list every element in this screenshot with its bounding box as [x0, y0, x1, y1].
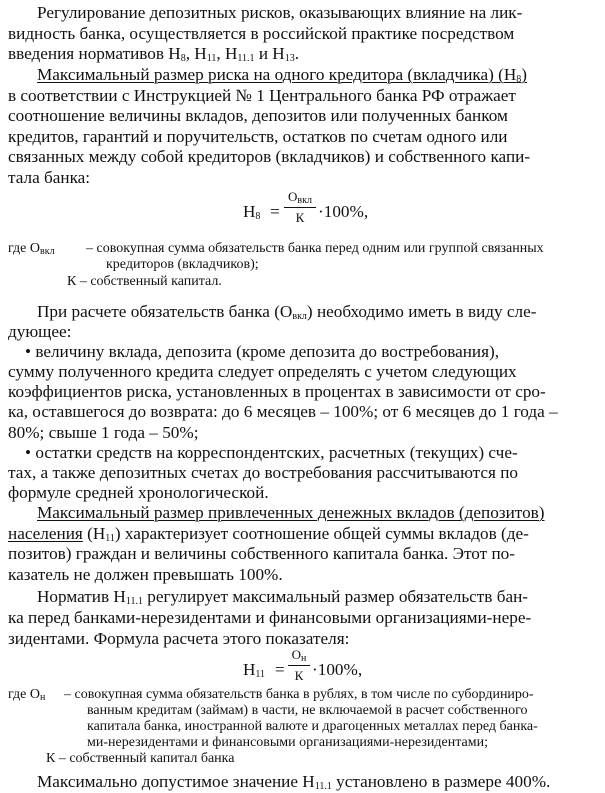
text-line: зидентами. Формула расчета этого показателя: — [8, 629, 350, 648]
text-line — [37, 66, 527, 83]
formula-subscript: 8 — [255, 211, 261, 222]
norm-subscript: 8 — [516, 74, 522, 85]
text-span: (Н — [82, 524, 106, 543]
formula-rhs: ·100%, — [312, 660, 363, 679]
underlined-heading: Максимальный размер привлеченных денежных вкладов (депозитов) — [37, 503, 545, 522]
text-span: Н — [243, 202, 256, 221]
underlined-heading: населения — [8, 524, 83, 543]
formula-equals: = — [275, 660, 285, 679]
norm-subscript: 11.1 — [237, 53, 255, 64]
text-line — [8, 45, 299, 62]
formula-rhs: ·100%, — [318, 202, 369, 221]
text-line: сумму полученного кредита следует определять с учетом следующих — [8, 362, 517, 381]
text-line: Регулирование депозитных рисков, оказывающих влияние на лик- — [37, 3, 523, 22]
text-line: тах, а также депозитных счетах до востребования рассчитываются по — [8, 463, 519, 482]
underlined-heading — [37, 65, 527, 84]
text-span: При расчете обязательств банка (О — [37, 302, 293, 321]
text-line: формуле средней хронологической. — [8, 483, 269, 502]
text-line — [8, 525, 529, 542]
norm-subscript: 11 — [105, 533, 115, 544]
formula-subscript: н — [301, 653, 307, 664]
formula-subscript: 11 — [255, 669, 266, 680]
norm-subscript: 11 — [206, 53, 217, 64]
text-span: регулирует максимальный размер обязательств бан- — [142, 587, 529, 606]
text-span: и Н — [254, 44, 285, 63]
text-span: установлено в размере 400%. — [331, 772, 551, 791]
norm-subscript: 13 — [284, 53, 295, 64]
text-span: О — [288, 189, 298, 204]
text-line: ка, оставшегося до возврата: до 6 месяцев – 100%; от 6 месяцев до 1 года – — [8, 402, 558, 421]
text-line: в соответствии с Инструкцией № 1 Центрального банка РФ отражает — [8, 86, 516, 105]
fraction-bar — [288, 665, 310, 666]
formula-denominator: К — [294, 668, 304, 683]
definition-text: кредиторов (вкладчиков); — [106, 257, 259, 272]
text-span: , Н — [216, 44, 238, 63]
norm-subscript: 11.1 — [125, 596, 143, 607]
text-line: казатель не должен превышать 100%. — [8, 565, 283, 584]
definition-text: К – собственный капитал. — [67, 274, 222, 289]
text-span: введения нормативов Н — [8, 44, 181, 63]
text-span: Норматив Н — [37, 587, 126, 606]
definition-text: – совокупная сумма обязательств банка в рублях, в том числе по субординиро- — [64, 687, 534, 702]
text-line: тала банка: — [8, 168, 91, 187]
text-span: Максимальный размер риска на одного кредитора (вкладчика) (Н — [37, 65, 517, 84]
text-line: коэффициентов риска, установленных в процентах в зависимости от сро- — [8, 382, 546, 401]
definition-subscript: н — [40, 692, 46, 703]
text-span: О — [291, 647, 302, 662]
definition-text: – совокупная сумма обязательств банка перед одним или группой связанных — [86, 241, 544, 256]
text-line: дующее: — [8, 322, 72, 341]
norm-subscript: 8 — [180, 53, 186, 64]
text-line — [37, 588, 528, 605]
text-line — [37, 504, 545, 521]
text-line: связанных между собой кредиторов (вкладчиков) и собственного капи- — [8, 147, 531, 166]
formula-equals: = — [270, 202, 280, 221]
formula-denominator: К — [295, 210, 305, 225]
formula-numerator — [287, 647, 311, 664]
text-span: Максимально допустимое значение Н — [37, 772, 315, 791]
text-span: ) характеризует соотношение общей суммы вкладов (де- — [114, 524, 529, 543]
text-span: где О — [8, 241, 40, 256]
bullet-line: • остатки средств на корреспондентских, расчетных (текущих) сче- — [25, 443, 518, 462]
bullet-line: • величину вклада, депозита (кроме депозита до востребования), — [25, 342, 500, 361]
text-span: ) — [521, 65, 528, 84]
definition-term — [8, 688, 45, 702]
formula-numerator — [283, 189, 317, 206]
fraction-bar — [284, 207, 316, 208]
definition-text: ванным кредитам (займам) в части, не включаемой в расчет собственного — [87, 703, 528, 718]
definition-subscript: вкл — [40, 246, 55, 257]
definition-term — [8, 242, 55, 256]
text-subscript: вкл — [292, 311, 307, 322]
formula-subscript: вкл — [297, 195, 312, 206]
text-span: Н — [243, 660, 256, 679]
text-span: , Н — [185, 44, 207, 63]
text-line: позитов) граждан и величины собственного капитала банка. Этот по- — [8, 544, 515, 563]
text-line — [37, 303, 536, 320]
text-line: кредитов, гарантий и поручительств, остатков по счетам одного или — [8, 127, 508, 146]
norm-subscript: 11.1 — [314, 781, 332, 792]
text-span: . — [294, 44, 300, 63]
text-line: видность банка, осуществляется в российской практике посредством — [8, 24, 515, 43]
definition-text: ми-нерезидентами и финансовыми организациями-нерезидентами; — [87, 735, 488, 750]
text-line: соотношение величины вкладов, депозитов или полученных банком — [8, 106, 508, 125]
text-line: ка перед банками-нерезидентами и финансовыми организациями-нере- — [8, 608, 532, 627]
formula-lhs — [243, 661, 265, 678]
formula-lhs — [243, 203, 260, 220]
text-span: где О — [8, 687, 40, 702]
text-span: ) необходимо иметь в виду сле- — [306, 302, 537, 321]
definition-text: капитала банка, иностранной валюте и драгоценных металлах перед банка- — [87, 719, 538, 734]
text-line: 80%; свыше 1 года – 50%; — [8, 423, 199, 442]
text-line — [37, 773, 550, 790]
definition-text: К – собственный капитал банка — [46, 751, 235, 766]
